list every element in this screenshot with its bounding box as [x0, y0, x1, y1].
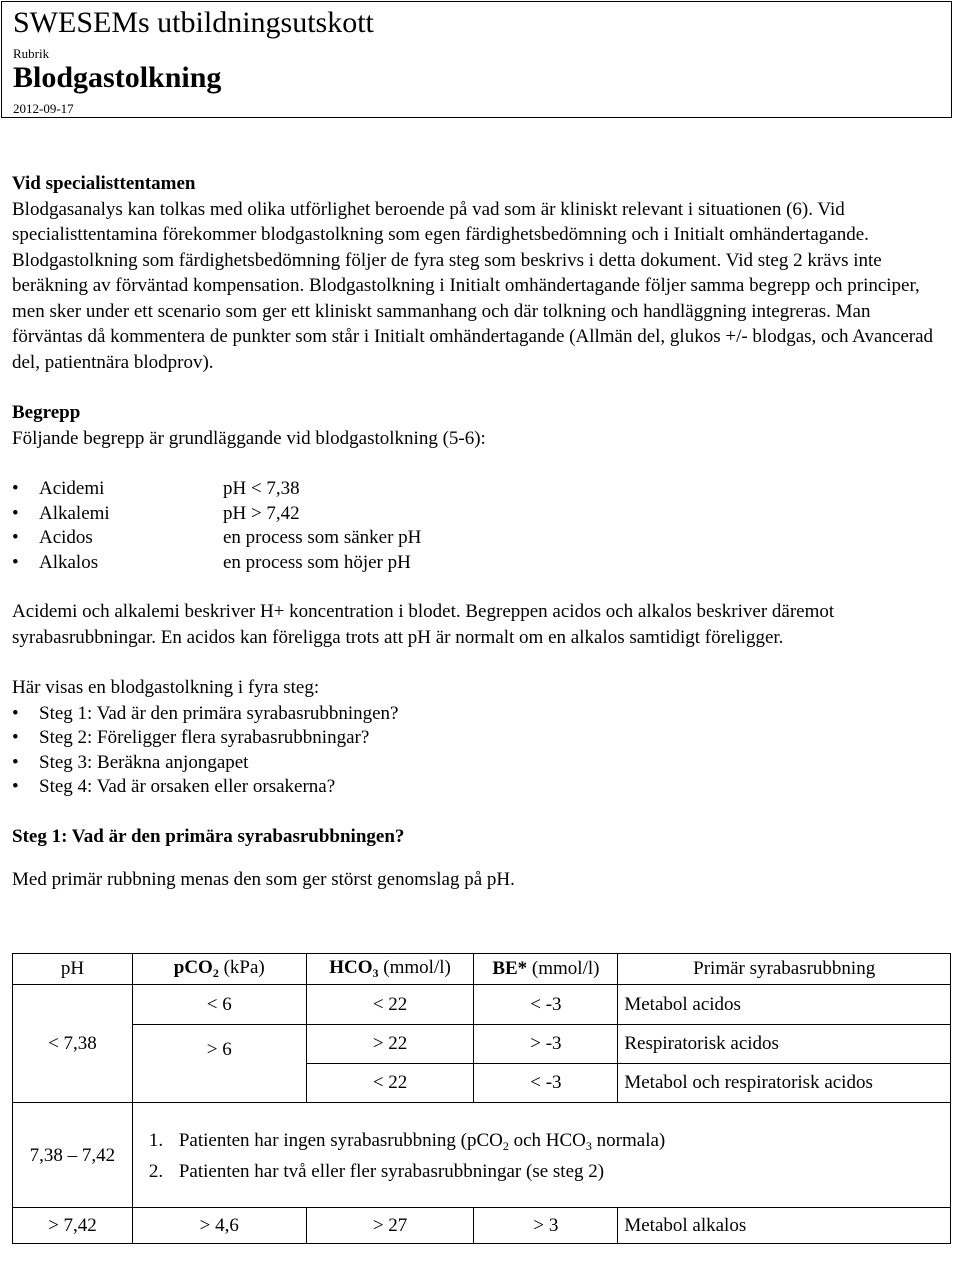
cell-pco2: > 6 [132, 1025, 306, 1063]
cell-pco2: < 6 [132, 985, 306, 1025]
definition-value: en process som höjer pH [223, 551, 411, 573]
list-item: 1. Patienten har ingen syrabasrubbning (pCO$_2$ och $HCO_3$ normala) [148, 1129, 666, 1153]
step-text: Steg 3: Beräkna anjongapet [39, 751, 249, 773]
list-item [12, 750, 942, 775]
bullet-icon: • [12, 776, 19, 797]
begrepp-heading: Begrepp [12, 402, 81, 423]
bullet-icon: • [12, 527, 19, 548]
steps-lead: Här visas en blodgastolkning i fyra steg: [12, 677, 320, 698]
cell-be: < -3 [474, 985, 618, 1025]
cell-hco3: > 22 [306, 1025, 474, 1063]
bullet-icon: • [12, 751, 19, 773]
cell-diagnosis: Metabol och respiratorisk acidos [618, 1063, 951, 1102]
begrepp-note: Acidemi och alkalemi beskriver H+ koncentration i blodet. Begreppen acidos och alkalos beskriver däremot syrabasrubbningar. En acidos kan föreligga trots att pH är normalt om en alkalos samtidigt föreligger. [12, 601, 835, 648]
bullet-icon: • [12, 551, 19, 573]
cell-be: > -3 [474, 1025, 618, 1063]
definition-value: pH > 7,42 [223, 502, 300, 524]
intro-paragraph: Blodgasanalys kan tolkas med olika utförlighet beroende på vad som är kliniskt relevant i situationen (6). Vid specialisttentamina förekommer blodgastolkning som egen färdighetsbedömning och i Initialt omhändertagande. Blodgastolkning som färdighetsbedömning följer de fyra steg som beskrivs i detta dokument. Vid steg 2 krävs inte beräkning av förväntad kompensation. Blodgastolkning i Initialt omhändertagande följer samma begrepp och principer, men sker under ett scenario som ger ett kliniskt sammanhang och där tolkning och handläggning integreras. Man förväntas då kommentera de punkter som står i Initialt omhändertagande (Allmän del, glukos +/- blodgas, och Avancerad del, patientnära blodprov). [12, 198, 934, 373]
cell-pco2-empty [132, 1063, 306, 1102]
list-item [12, 476, 942, 501]
table-header-row [13, 954, 951, 985]
col-header-hco3: $HCO_3$ (mmol/l) [306, 954, 474, 985]
rubrik-label: Rubrik [13, 46, 50, 61]
document-title: Blodgastolkning [13, 61, 222, 94]
cell-spacer [13, 1103, 133, 1128]
cell-ph-high: > 7,42 [13, 1208, 133, 1244]
cell-normal-notes [132, 1128, 950, 1184]
table-row [13, 985, 951, 1025]
cell-hco3: < 22 [306, 985, 474, 1025]
organization-name: SWESEMs utbildningsutskott [13, 6, 374, 39]
step-text: Steg 4: Vad är orsaken eller orsakerna? [39, 776, 336, 797]
cell-hco3: > 27 [306, 1208, 474, 1244]
cell-spacer [132, 1103, 950, 1128]
cell-pco2: > 4,6 [132, 1208, 306, 1244]
cell-ph-normal: 7,38 – 7,42 [13, 1128, 133, 1184]
step-text: Steg 2: Föreligger flera syrabasrubbningar? [39, 727, 370, 748]
normal-notes-list [139, 1128, 944, 1184]
table-row [13, 1063, 951, 1102]
steps-list [12, 701, 942, 799]
cell-be: < -3 [474, 1063, 618, 1102]
table-row [13, 1025, 951, 1063]
document-header [1, 1, 952, 118]
cell-spacer [132, 1184, 950, 1208]
list-item [12, 525, 942, 550]
list-item [12, 550, 942, 575]
table-row [13, 1184, 951, 1208]
document-date: 2012-09-17 [13, 101, 74, 116]
col-header-primary: Primär syrabasrubbning [618, 954, 951, 985]
definition-term: Alkalemi [39, 502, 110, 524]
definition-list [12, 476, 942, 574]
list-item: 2. Patienten har två eller fler syrabasrubbningar (se steg 2) [148, 1160, 605, 1182]
begrepp-lead: Följande begrepp är grundläggande vid blodgastolkning (5-6): [12, 427, 486, 449]
list-item [12, 725, 942, 750]
cell-spacer [13, 1184, 133, 1208]
bullet-icon: • [12, 702, 19, 724]
step-text: Steg 1: Vad är den primära syrabasrubbningen? [39, 702, 399, 724]
table-row [13, 1208, 951, 1244]
cell-diagnosis: Metabol acidos [618, 985, 951, 1025]
table-row [13, 1103, 951, 1128]
cell-diagnosis: Metabol alkalos [618, 1208, 951, 1244]
document-body [12, 171, 942, 893]
cell-hco3: < 22 [306, 1063, 474, 1102]
definition-value: pH < 7,38 [223, 478, 300, 499]
cell-be: > 3 [474, 1208, 618, 1244]
table-row [13, 1128, 951, 1184]
col-header-ph: pH [13, 954, 133, 985]
list-item [12, 701, 942, 726]
step1-lead: Med primär rubbning menas den som ger störst genomslag på pH. [12, 869, 515, 890]
intro-heading: Vid specialisttentamen [12, 173, 196, 194]
bullet-icon: • [12, 727, 19, 748]
cell-ph-low: < 7,38 [13, 985, 133, 1103]
col-header-be: BE* (mmol/l) [474, 954, 618, 985]
definition-term: Acidemi [39, 478, 105, 499]
list-item [12, 774, 942, 799]
definition-value: en process som sänker pH [223, 527, 422, 548]
definition-term: Alkalos [39, 551, 99, 573]
bullet-icon: • [12, 478, 19, 499]
primary-disorder-table [12, 953, 951, 1244]
list-item [12, 501, 942, 526]
cell-diagnosis: Respiratorisk acidos [618, 1025, 951, 1063]
col-header-pco2: pCO$_2$ (kPa) [132, 954, 306, 985]
step1-heading: Steg 1: Vad är den primära syrabasrubbningen? [12, 825, 405, 847]
definition-term: Acidos [39, 527, 93, 548]
bullet-icon: • [12, 502, 19, 524]
